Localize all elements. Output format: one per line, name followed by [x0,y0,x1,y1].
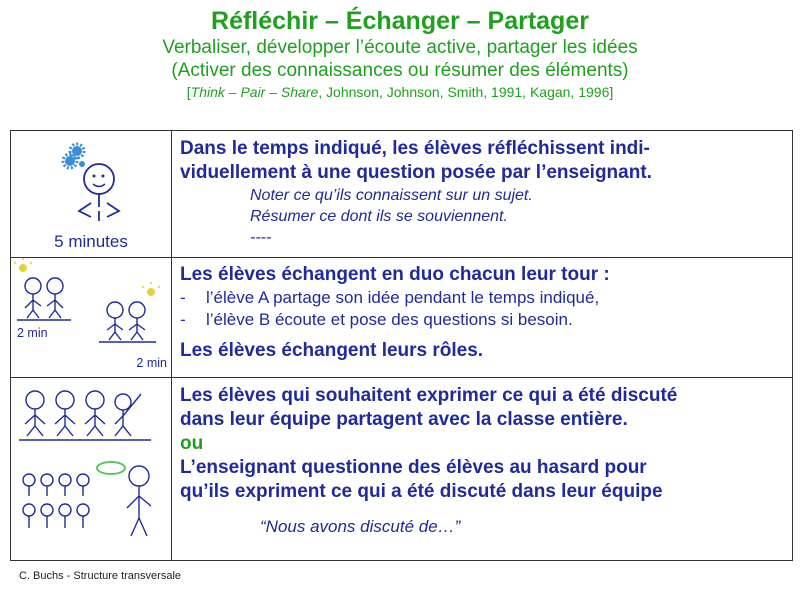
think-illustration-cell [11,131,172,258]
share-illustration-cell [11,378,172,561]
thinking-student-icon [11,131,171,231]
reference-italic: Think – Pair – Share [190,84,319,100]
reference-rest: , Johnson, Johnson, Smith, 1991, Kagan, 1996] [318,84,614,100]
think-text-cell [172,131,793,258]
think-bold-line-2: viduellement à une question posée par l’enseignant. [180,162,652,183]
pair-text-cell [172,258,793,378]
reference-line [0,82,800,102]
subtitle-line-2: (Activer des connaissances ou résumer des éléments) [171,60,629,81]
share-text-cell [172,378,793,561]
pair-illustration-cell [11,258,172,378]
pair-bold-intro: Les élèves échangent en duo chacun leur tour : [180,264,610,285]
think-item-2: Résumer ce dont ils se souviennent. [250,208,508,225]
pair-item-1: l’élève A partage son idée pendant le temps indiqué, [206,288,600,307]
think-item-3: ---- [250,229,272,246]
page-title: Réfléchir – Échanger – Partager [211,7,589,35]
share-bold-line-1: Les élèves qui souhaitent exprimer ce qui a été discuté [180,385,678,406]
share-or-word: ou [180,433,204,454]
pair-item-2: l’élève B écoute et pose des questions si besoin. [206,310,573,329]
lightbulb-icon [14,258,32,272]
reference-open: [ [186,84,191,100]
footer-credit: C. Buchs - Structure transversale [19,570,182,582]
steps-table [10,130,793,561]
share-bold-line-3: L’enseignant questionne des élèves au hasard pour [180,457,647,478]
pair-time-label-2: 2 min [136,356,167,370]
share-bold-line-2: dans leur équipe partagent avec la classe entière. [180,409,628,430]
share-quote: “Nous avons discuté de…” [260,517,461,536]
class-share-icon [11,378,171,558]
row-pair [11,258,793,378]
pair-item-1-row [180,287,786,309]
row-think [11,131,793,258]
pair-item-2-row [180,309,786,331]
gear-icon [63,144,85,168]
header [0,6,800,102]
pair-dash-2: - [180,310,186,329]
row-share [11,378,793,561]
think-time-label: 5 minutes [54,232,128,251]
pair-time-label-1: 2 min [17,326,48,340]
lightbulb-icon [142,282,160,296]
share-bold-line-4: qu’ils expriment ce qui a été discuté dans leur équipe [180,481,663,502]
pair-dash-1: - [180,288,186,307]
subtitle-line-1: Verbaliser, développer l’écoute active, partager les idées [162,37,638,58]
think-bold-line-1: Dans le temps indiqué, les élèves réfléchissent indi- [180,138,650,159]
pair-bold-switch: Les élèves échangent leurs rôles. [180,340,484,361]
think-item-1: Noter ce qu’ils connaissent sur un sujet. [250,187,533,204]
